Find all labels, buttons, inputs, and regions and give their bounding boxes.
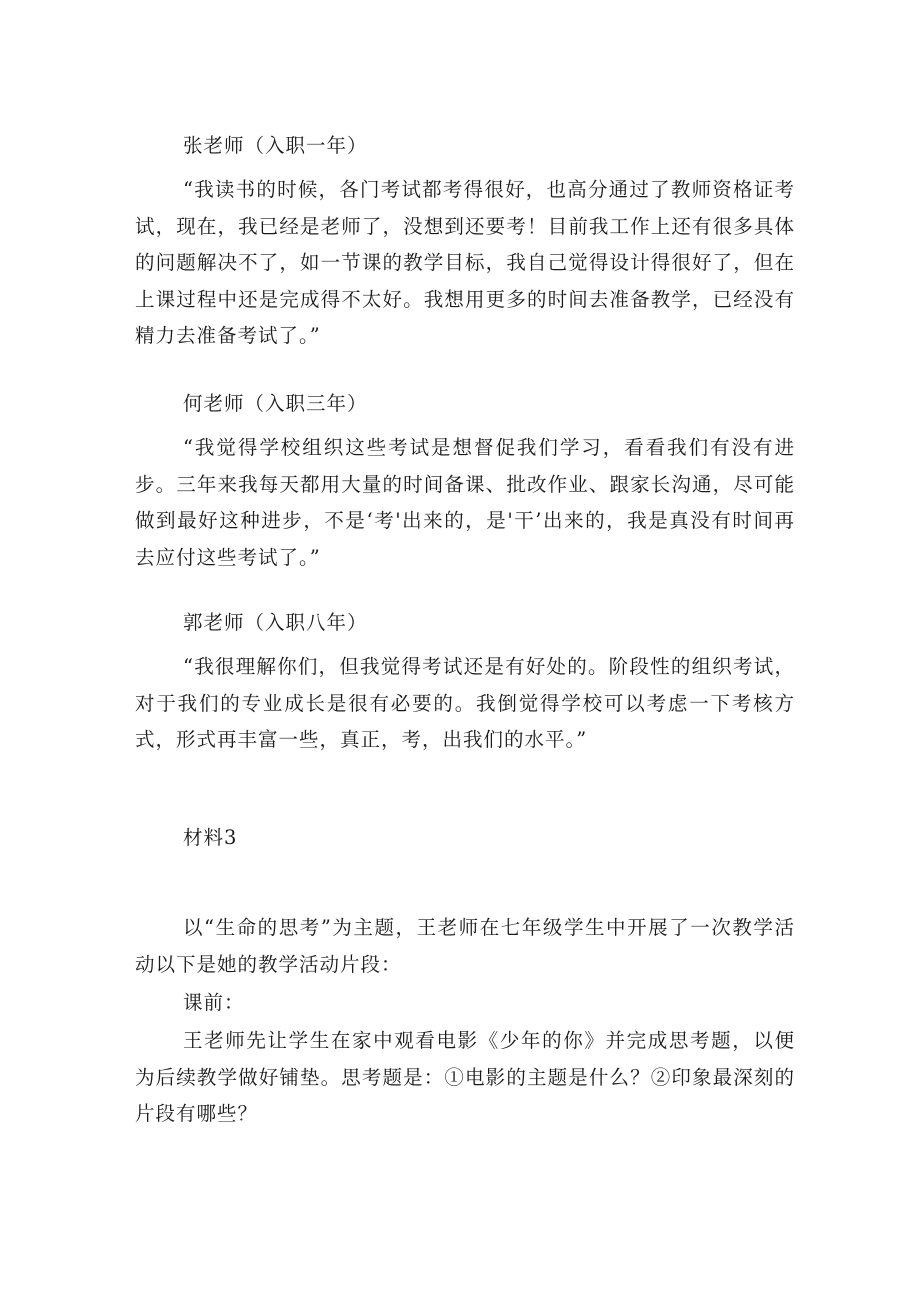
speaker-guo: 郭老师（入职八年） xyxy=(183,611,368,634)
quote-zhang: “我读书的时候，各门考试都考得很好，也高分通过了教师资格证考试，现在，我已经是老师了，没想到还要考！目前我工作上还有很多具体的问题解决不了，如一节课的教学目标，我自己觉得设计得很好了，但在上课过程中还是完成得不太好。我想用更多的时间去准备教学，已经没有精力去准备考试了。” xyxy=(135,178,795,347)
before-class-paragraph: 王老师先让学生在家中观看电影《少年的你》并完成思考题，以便为后续教学做好铺垫。思考题是：①电影的主题是什么？②印象最深刻的片段有哪些？ xyxy=(135,1029,795,1125)
quote-he: “我觉得学校组织这些考试是想督促我们学习，看看我们有没有进步。三年来我每天都用大量的时间备课、批改作业、跟家长沟通，尽可能做到最好这种进步，不是‘考'出来的，是'干’出来的，我是真没有时间再去应付这些考试了。” xyxy=(135,436,795,569)
speaker-zhang: 张老师（入职一年） xyxy=(183,134,368,157)
intro-paragraph: 以“生命的思考”为主题，王老师在七年级学生中开展了一次教学活动以下是她的教学活动片段： xyxy=(135,916,795,976)
before-class-heading: 课前： xyxy=(183,991,245,1014)
material-title: 材料3 xyxy=(183,826,238,849)
quote-guo: “我很理解你们，但我觉得考试还是有好处的。阶段性的组织考试，对于我们的专业成长是很有必要的。我倒觉得学校可以考虑一下考核方式，形式再丰富一些，真正，考，出我们的水平。” xyxy=(135,655,795,751)
speaker-he: 何老师（入职三年） xyxy=(183,392,368,415)
